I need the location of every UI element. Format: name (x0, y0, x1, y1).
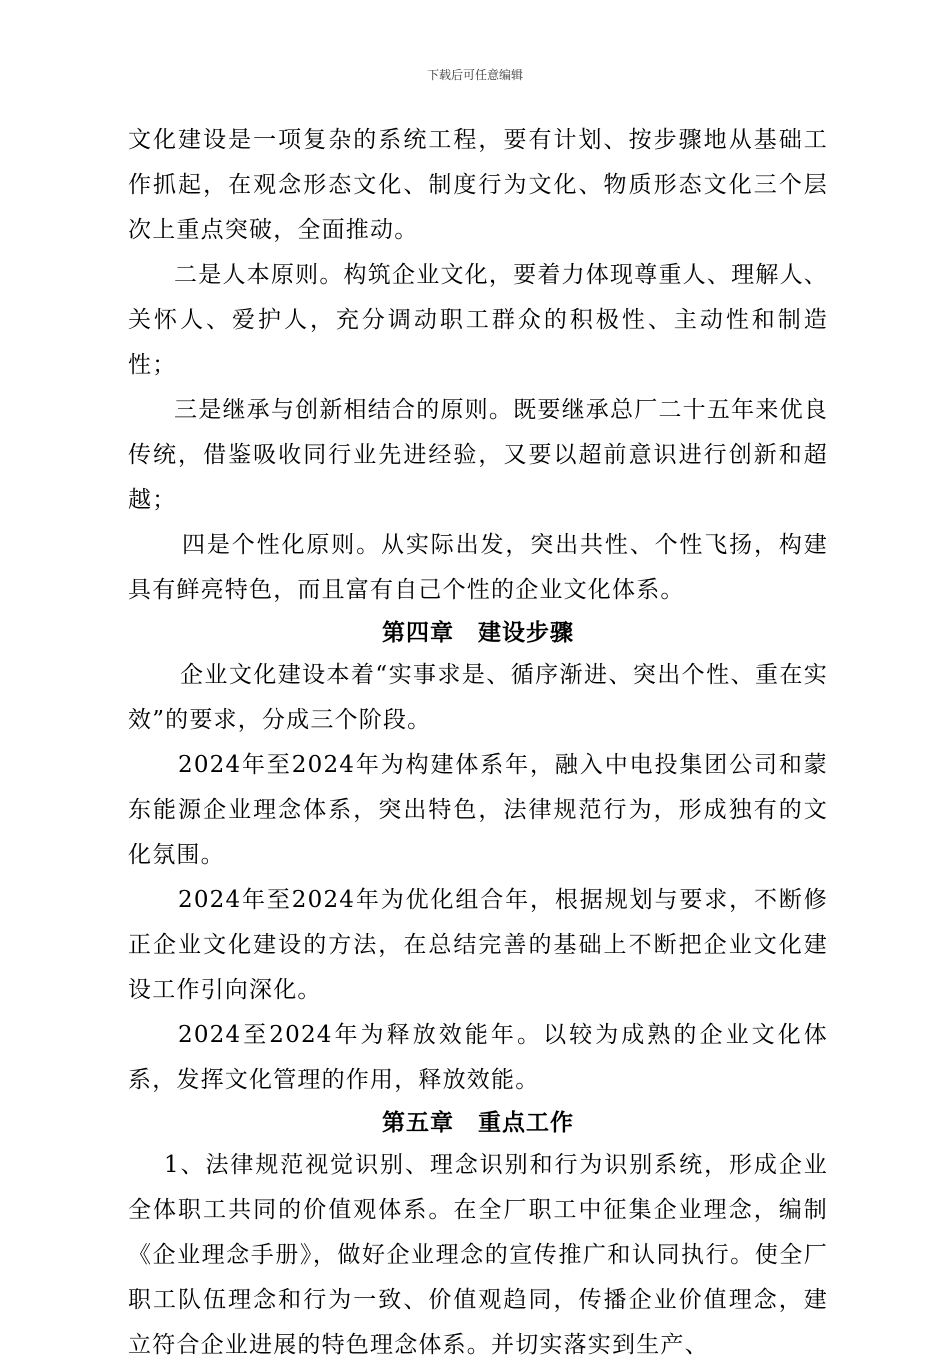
paragraph-stage-three: 2024至2024年为释放效能年。以较为成熟的企业文化体系，发挥文化管理的作用，释放效能。 (128, 1022, 828, 1093)
chapter-heading-four: 第四章 建设步骤 (382, 620, 574, 646)
page-header: 下载后可任意编辑 (426, 68, 523, 82)
paragraph-principle-inheritance: 三是继承与创新相结合的原则。既要继承总厂二十五年来优良传统，借鉴吸收同行业先进经验，又要以超前意识进行创新和超越； (128, 397, 828, 513)
paragraph-principle-humanism: 二是人本原则。构筑企业文化，要着力体现尊重人、理解人、关怀人、爱护人，充分调动职工群众的积极性、主动性和制造性； (128, 262, 828, 378)
paragraph-continuation: 文化建设是一项复杂的系统工程，要有计划、按步骤地从基础工作抓起，在观念形态文化、制度行为文化、物质形态文化三个层次上重点突破，全面推动。 (128, 127, 828, 243)
document-body (128, 118, 828, 1368)
paragraph-stages-intro: 企业文化建设本着“实事求是、循序渐进、突出个性、重在实效”的要求，分成三个阶段。 (128, 662, 828, 733)
paragraph-stage-two: 2024年至2024年为优化组合年，根据规划与要求，不断修正企业文化建设的方法，在总结完善的基础上不断把企业文化建设工作引向深化。 (128, 887, 828, 1003)
paragraph-key-work-one: 1、法律规范视觉识别、理念识别和行为识别系统，形成企业全体职工共同的价值观体系。在全厂职工中征集企业理念，编制《企业理念手册》，做好企业理念的宣传推广和认同执行。使全厂职工队伍理念和行为一致、价值观趋同，传播企业价值理念，建立符合企业进展的特色理念体系。并切实落实到生产、 (128, 1152, 828, 1358)
paragraph-stage-one: 2024年至2024年为构建体系年，融入中电投集团公司和蒙东能源企业理念体系，突出特色，法律规范行为，形成独有的文化氛围。 (128, 752, 828, 868)
paragraph-principle-individuality: 四是个性化原则。从实际出发，突出共性、个性飞扬，构建具有鲜亮特色，而且富有自己个性的企业文化体系。 (128, 532, 828, 603)
chapter-heading-five: 第五章 重点工作 (382, 1110, 574, 1136)
